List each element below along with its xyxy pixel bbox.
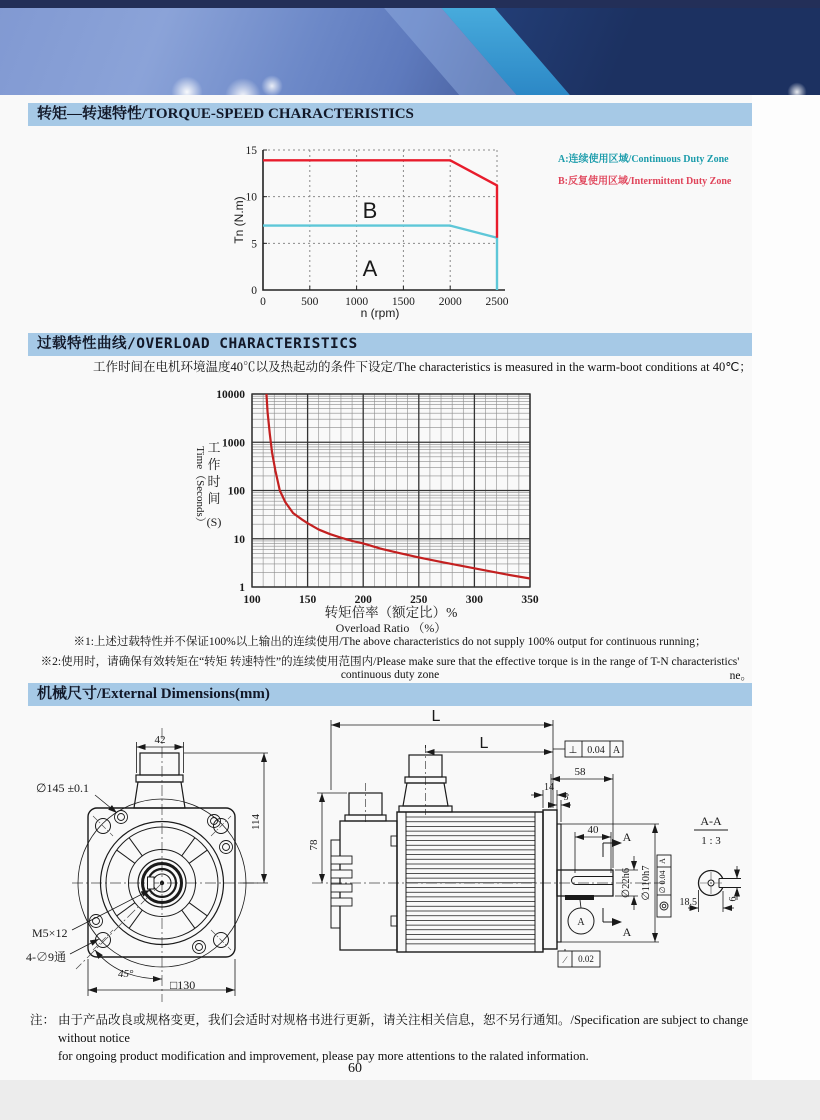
concentricity-value: ∅ 0.04 bbox=[658, 870, 667, 894]
dim-L2: L bbox=[479, 735, 489, 752]
dim-45deg: 45° bbox=[118, 968, 134, 980]
chart1-ylabel: Tn (N.m) bbox=[232, 196, 246, 244]
svg-text:时: 时 bbox=[207, 474, 221, 489]
svg-text:200: 200 bbox=[354, 594, 372, 606]
svg-text:工: 工 bbox=[207, 440, 221, 455]
dim-5: 5 bbox=[563, 792, 569, 803]
section-aa-title: A-A bbox=[700, 814, 722, 828]
chart1-xlabel: n (rpm) bbox=[360, 306, 400, 320]
external-dimensions-drawing bbox=[25, 705, 795, 1010]
front-view bbox=[70, 728, 268, 1002]
perpendicularity-symbol: ⊥ bbox=[568, 745, 578, 756]
svg-text:15: 15 bbox=[245, 145, 257, 157]
page-number: 60 bbox=[348, 1061, 362, 1076]
perpendicularity-value: 0.04 bbox=[587, 745, 605, 756]
svg-text:10: 10 bbox=[233, 533, 245, 546]
dim-6: 6 bbox=[728, 896, 739, 902]
svg-text:1000: 1000 bbox=[222, 437, 245, 450]
dim-L1: L bbox=[431, 708, 441, 725]
footer-note-line2: for ongoing product modification and improvement, please pay more attentions to the ralated information. bbox=[58, 1049, 589, 1064]
dim-78: 78 bbox=[308, 839, 320, 851]
chart1-legend bbox=[558, 149, 758, 193]
svg-text:500: 500 bbox=[301, 296, 319, 308]
svg-text:10000: 10000 bbox=[216, 389, 245, 401]
svg-text:间: 间 bbox=[207, 491, 221, 506]
footer-band bbox=[0, 1080, 820, 1120]
dim-130: □130 bbox=[170, 978, 196, 992]
section-title-overload: 过载特性曲线/OVERLOAD CHARACTERISTICS bbox=[28, 333, 752, 356]
banner-glow bbox=[0, 0, 820, 95]
svg-text:2500: 2500 bbox=[485, 296, 509, 308]
section-arrow-label-top: A bbox=[622, 830, 632, 844]
dim-40: 40 bbox=[587, 824, 599, 836]
runout-symbol: ∕ bbox=[564, 955, 566, 966]
dim-42: 42 bbox=[154, 734, 166, 746]
chart2-xlabel-cn: 转矩倍率（额定比）% bbox=[324, 605, 458, 620]
svg-text:300: 300 bbox=[465, 594, 484, 606]
svg-text:100: 100 bbox=[243, 594, 261, 606]
section-arrow-label-bottom: A bbox=[622, 925, 632, 939]
dim-m5x12: M5×12 bbox=[32, 926, 68, 940]
legend-continuous-duty: A:连续使用区域/Continuous Duty Zone bbox=[558, 154, 729, 165]
overload-chart bbox=[180, 380, 560, 638]
dim-145: ∅145 ±0.1 bbox=[36, 781, 90, 795]
svg-text:100: 100 bbox=[227, 485, 245, 498]
footer-note bbox=[30, 1011, 752, 1065]
datum-a-label: A bbox=[577, 917, 585, 928]
chart1-zone-label-a: A bbox=[362, 256, 378, 281]
shaft-keyway-front bbox=[148, 877, 155, 889]
chart2-ylabel-unit: (S) bbox=[206, 515, 222, 529]
chart2-ylabel-en: Time（Seconds） bbox=[194, 446, 206, 528]
chart2-xlabel-en: Overload Ratio （%） bbox=[335, 621, 447, 635]
overload-note2: ※2:使用时，请确保有效转矩在“转矩 转速特性”的连续使用范围内/Please make sure that the effective torque is in the range of T-N characteristics' continuous duty zone bbox=[40, 656, 740, 681]
overload-note1: ※1:上述过载特性并不保证100%以上输出的连续使用/The above characteristics do not supply 100% output for continuous running； bbox=[73, 636, 707, 648]
dim-114: 114 bbox=[250, 813, 262, 831]
side-view bbox=[312, 720, 671, 967]
svg-text:0: 0 bbox=[251, 285, 257, 297]
dim-4-phi9: 4-∅9通 bbox=[26, 950, 66, 964]
header-banner bbox=[0, 0, 820, 95]
svg-text:1: 1 bbox=[239, 582, 245, 594]
svg-text:2000: 2000 bbox=[438, 296, 462, 308]
dim-58: 58 bbox=[574, 766, 586, 778]
footer-note-prefix: 注： bbox=[30, 1013, 56, 1027]
svg-text:1000: 1000 bbox=[345, 296, 369, 308]
svg-text:1500: 1500 bbox=[391, 296, 415, 308]
section-title-torque-speed: 转矩—转速特性/TORQUE-SPEED CHARACTERISTICS bbox=[28, 103, 752, 126]
svg-text:5: 5 bbox=[251, 238, 257, 251]
perpendicularity-datum: A bbox=[612, 745, 621, 756]
banner-top-strip bbox=[0, 0, 820, 8]
dim-14: 14 bbox=[544, 782, 554, 793]
dim-phi22h6: ∅22h6 bbox=[621, 867, 632, 899]
dim-phi110h7: ∅110h7 bbox=[641, 865, 652, 901]
footer-note-line1: 由于产品改良或规格变更，我们会适时对规格书进行更新，请关注相关信息，恕不另行通知。/Specification are subject to change without notice bbox=[58, 1013, 749, 1046]
svg-text:150: 150 bbox=[298, 594, 317, 606]
svg-text:作: 作 bbox=[207, 457, 221, 472]
overload-note2-continuation: ne。 bbox=[729, 670, 752, 682]
height-78-dim bbox=[317, 793, 347, 883]
svg-text:10: 10 bbox=[245, 191, 257, 204]
chart1-zone-label-b: B bbox=[362, 198, 378, 223]
dim-18-5: 18.5 bbox=[679, 897, 697, 908]
svg-text:0: 0 bbox=[260, 296, 266, 308]
section-aa-scale: 1 : 3 bbox=[701, 835, 721, 847]
overload-condition-note: 工作时间在电机环境温度40℃以及热起动的条件下设定/The characteristics is measured in the warm-boot conditions at 40℃； bbox=[93, 360, 752, 374]
runout-value: 0.02 bbox=[578, 954, 594, 964]
chart2-ylabel-cn bbox=[207, 440, 220, 506]
section-title-dimensions: 机械尺寸/External Dimensions(mm) bbox=[28, 683, 752, 706]
legend-intermittent-duty: B:反复使用区域/Intermittent Duty Zone bbox=[558, 176, 732, 187]
torque-speed-chart bbox=[225, 135, 570, 330]
concentricity-datum: A bbox=[658, 858, 667, 864]
svg-text:350: 350 bbox=[521, 594, 539, 606]
svg-text:250: 250 bbox=[410, 594, 428, 606]
